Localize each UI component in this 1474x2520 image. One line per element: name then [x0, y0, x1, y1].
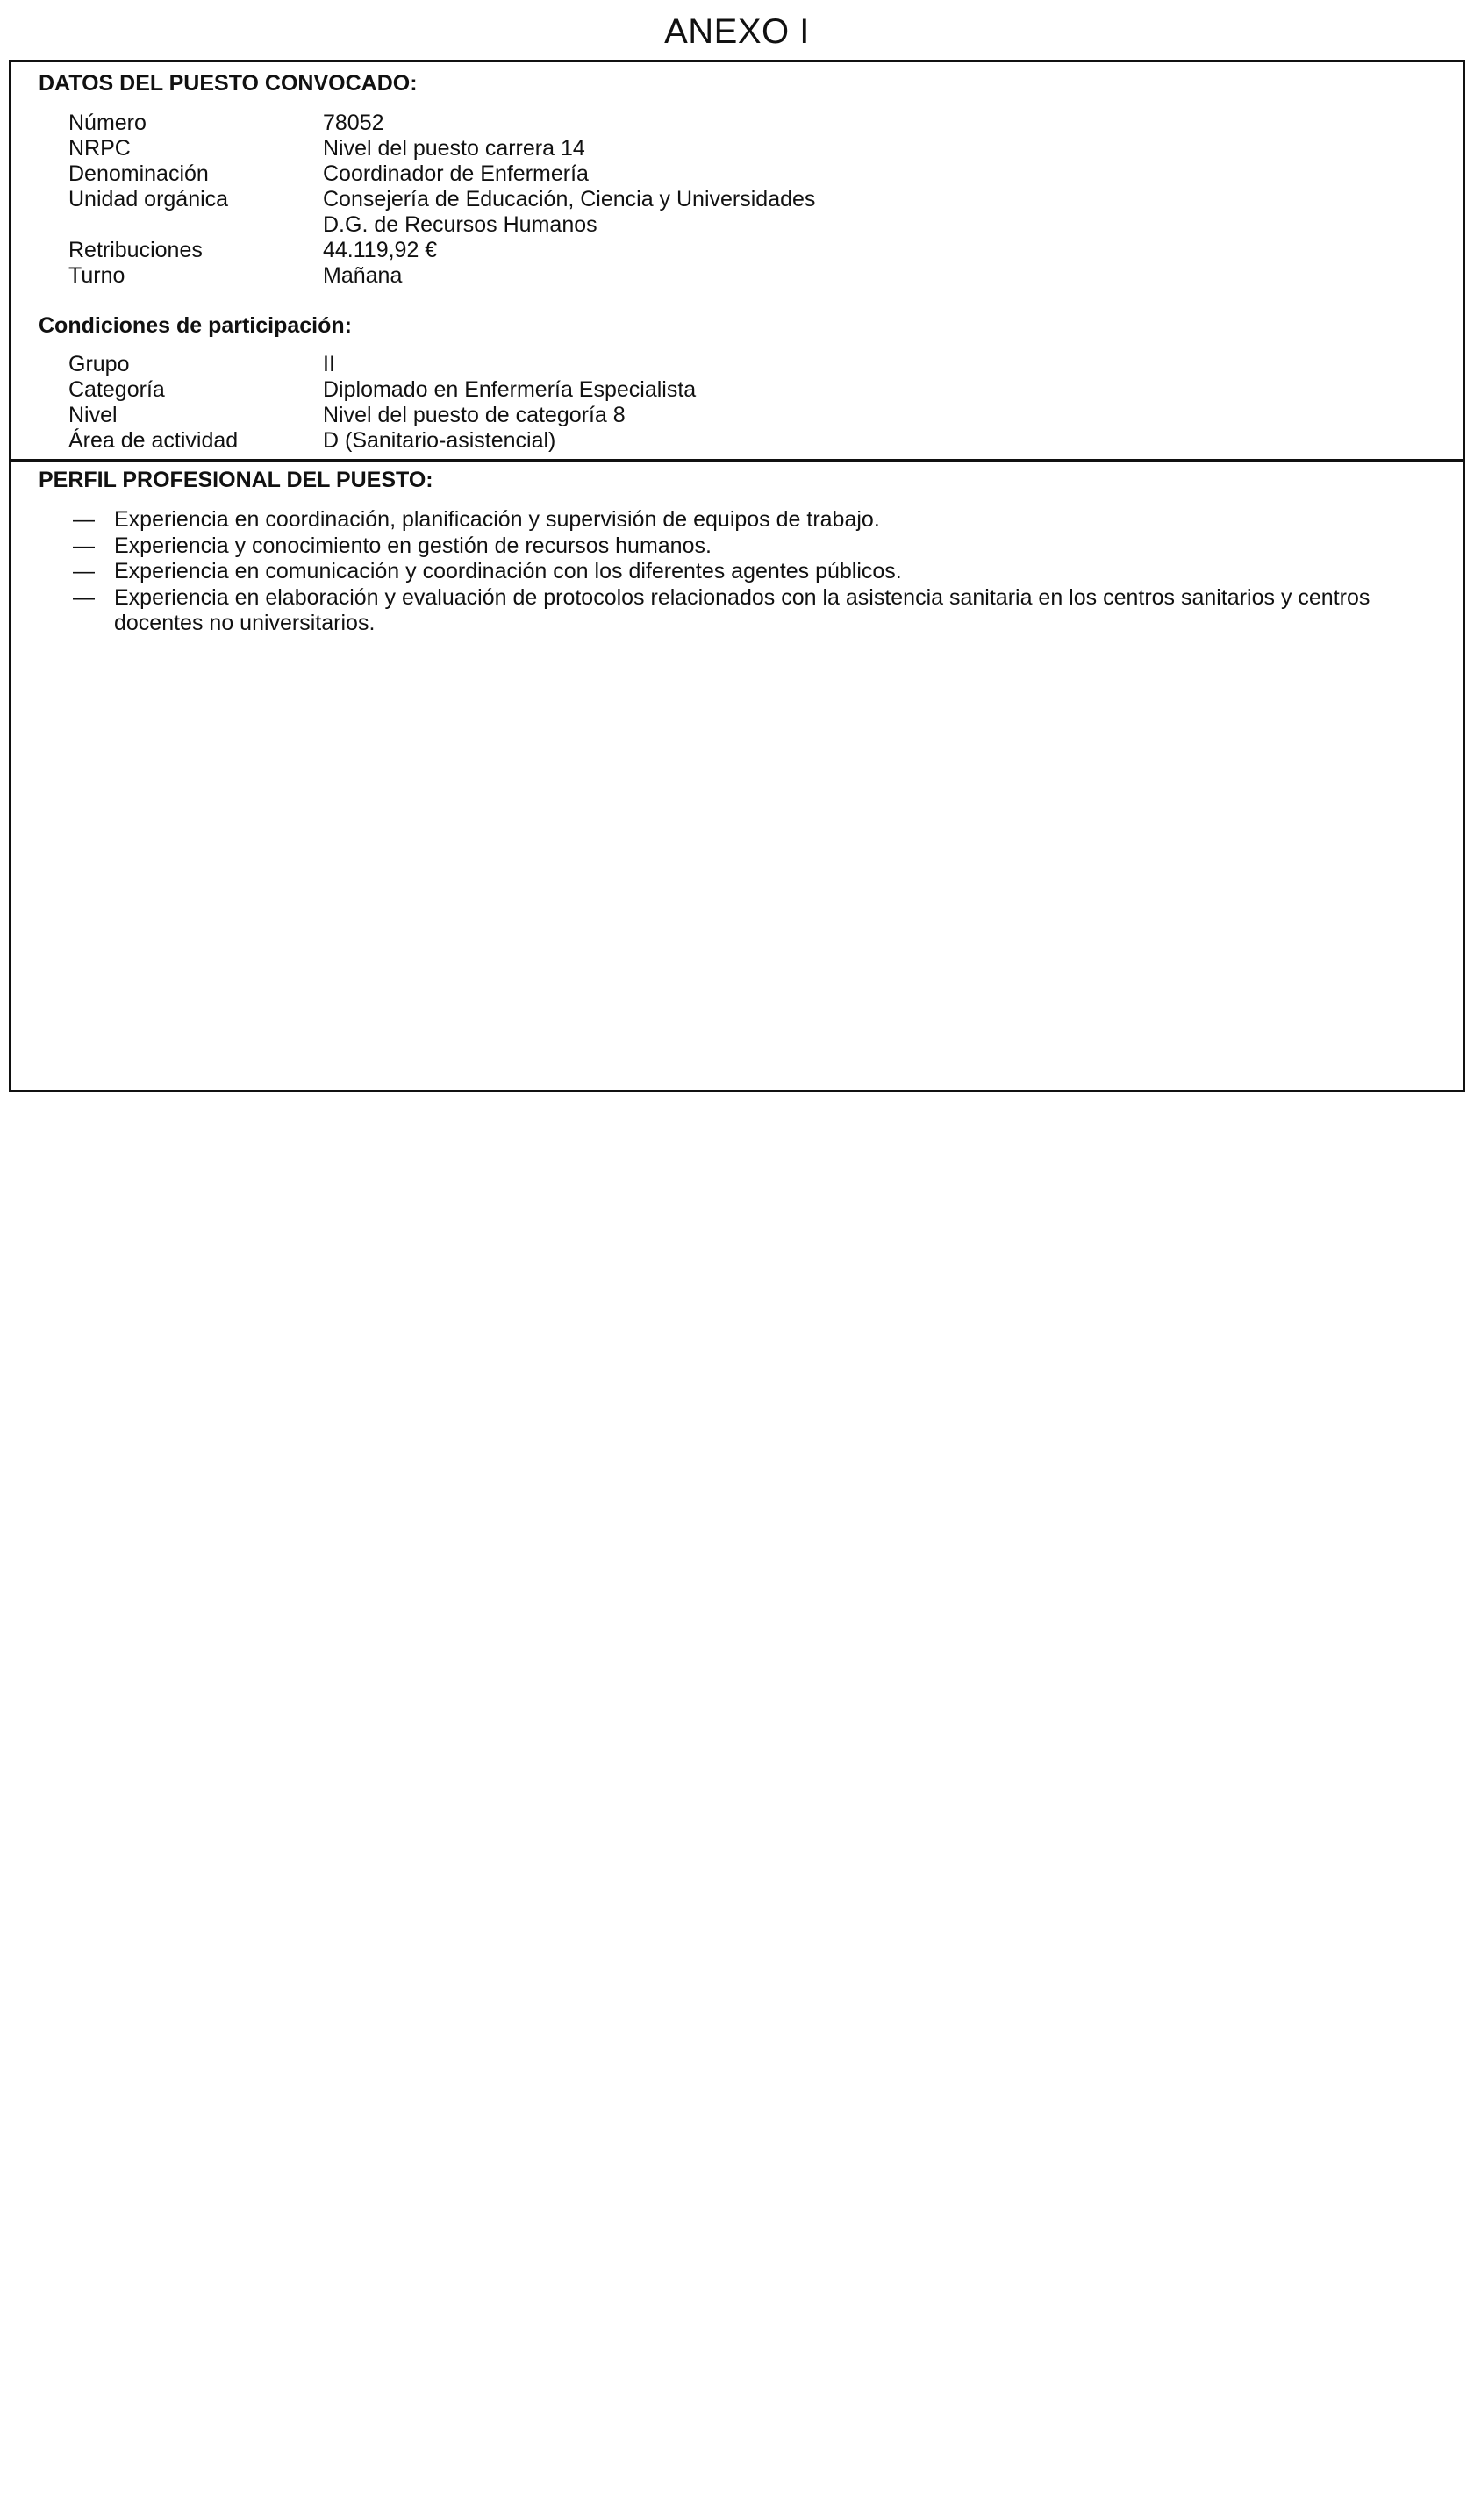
datos-row	[68, 238, 815, 263]
perfil-item-text: Experiencia en coordinación, planificación y supervisión de equipos de trabajo.	[114, 507, 880, 532]
condiciones-row	[68, 377, 696, 403]
list-item	[73, 585, 1406, 637]
perfil-item-text: Experiencia en comunicación y coordinación con los diferentes agentes públicos.	[114, 559, 902, 583]
dash-bullet: —	[73, 584, 95, 610]
perfil-item-text: Experiencia y conocimiento en gestión de recursos humanos.	[114, 533, 712, 558]
condiciones-value: Nivel del puesto de categoría 8	[323, 403, 626, 427]
datos-value: 44.119,92 €	[323, 238, 438, 262]
dash-bullet: —	[73, 559, 95, 583]
datos-value: D.G. de Recursos Humanos	[323, 212, 597, 237]
condiciones-row	[68, 403, 696, 428]
datos-label: NRPC	[68, 136, 131, 161]
datos-value: Consejería de Educación, Ciencia y Universidades	[323, 187, 816, 211]
perfil-list	[73, 507, 1406, 637]
condiciones-label: Categoría	[68, 377, 165, 402]
condiciones-row	[68, 428, 696, 454]
datos-section	[11, 62, 1463, 462]
datos-heading: DATOS DEL PUESTO CONVOCADO:	[39, 71, 418, 96]
datos-row	[68, 263, 815, 289]
datos-row	[68, 212, 815, 238]
datos-label: Número	[68, 111, 147, 135]
perfil-item-text: Experiencia en elaboración y evaluación de protocolos relacionados con la asistencia sanitaria en los centros sanitarios y centros docentes no universitarios.	[114, 584, 1370, 635]
datos-value: 78052	[323, 111, 384, 135]
datos-label: Unidad orgánica	[68, 187, 229, 211]
condiciones-label: Área de actividad	[68, 428, 239, 453]
condiciones-value: Diplomado en Enfermería Especialista	[323, 377, 697, 402]
condiciones-value: D (Sanitario-asistencial)	[323, 428, 556, 453]
condiciones-value: II	[323, 352, 335, 376]
datos-label: Turno	[68, 263, 125, 288]
condiciones-label: Nivel	[68, 403, 118, 427]
condiciones-label: Grupo	[68, 352, 130, 376]
datos-label: Denominación	[68, 161, 209, 186]
condiciones-list	[68, 352, 696, 454]
condiciones-heading: Condiciones de participación:	[39, 313, 352, 338]
datos-list	[68, 111, 815, 289]
list-item	[73, 507, 1406, 533]
datos-row	[68, 111, 815, 136]
datos-label: Retribuciones	[68, 238, 203, 262]
datos-row	[68, 187, 815, 212]
datos-row	[68, 161, 815, 187]
list-item	[73, 533, 1406, 560]
annex-table	[9, 60, 1465, 1092]
list-item	[73, 559, 1406, 585]
datos-value: Coordinador de Enfermería	[323, 161, 589, 186]
datos-row	[68, 136, 815, 161]
dash-bullet: —	[73, 507, 95, 532]
datos-label	[68, 212, 323, 238]
datos-value: Nivel del puesto carrera 14	[323, 136, 585, 161]
dash-bullet: —	[73, 533, 95, 558]
datos-value: Mañana	[323, 263, 403, 288]
perfil-heading: PERFIL PROFESIONAL DEL PUESTO:	[39, 468, 433, 492]
page-title: ANEXO I	[664, 12, 810, 51]
condiciones-row	[68, 352, 696, 377]
